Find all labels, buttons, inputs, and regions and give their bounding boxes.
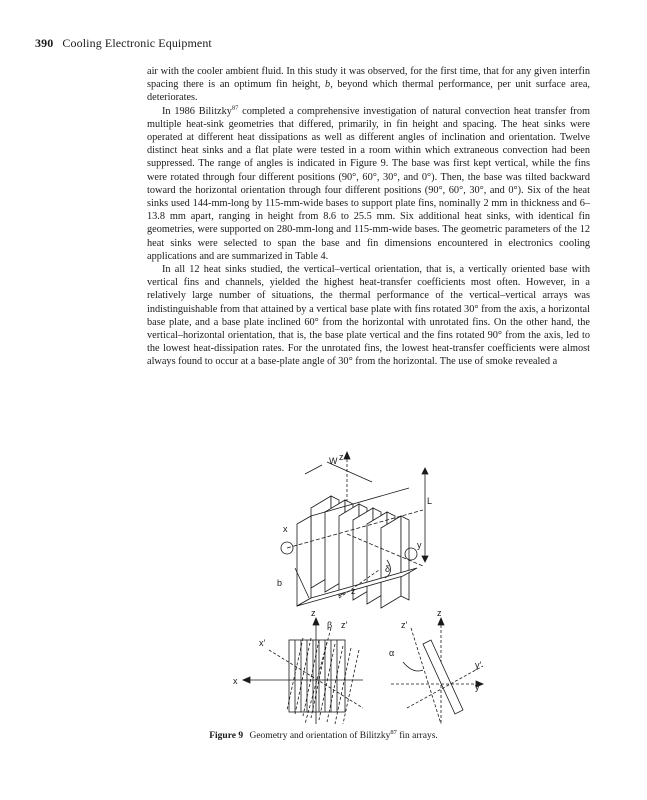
label-y-prime: y′ — [475, 660, 482, 670]
label-z-top: z — [339, 452, 344, 462]
label-side-z-prime: z′ — [401, 620, 408, 630]
paragraph-text: b — [325, 79, 331, 91]
z-axis-arrowhead — [344, 452, 350, 459]
alpha-arc — [403, 662, 423, 671]
fin-plates — [311, 496, 409, 608]
w-dimension-line-left — [305, 465, 322, 474]
label-y: y — [417, 540, 422, 550]
side-tilted-plate — [423, 640, 463, 714]
base-plate-front — [297, 516, 311, 606]
figure-9 — [227, 448, 507, 726]
reference-superscript: 87 — [231, 104, 239, 112]
label-front-z-prime: z′ — [341, 620, 348, 630]
label-beta: β — [327, 620, 333, 630]
paragraph-text: , beyond which thermal performance, per unit surface area, deteriorates. — [147, 79, 590, 104]
label-side-z: z — [437, 608, 442, 618]
label-delta: δ — [385, 564, 391, 574]
running-header — [35, 36, 212, 51]
side-view — [391, 618, 483, 724]
page-number: 390 — [35, 36, 54, 50]
l-arrow-top — [422, 468, 428, 474]
label-x: x — [283, 524, 288, 534]
caption-text-before: Geometry and orientation of Bilitzky — [249, 731, 391, 741]
paragraph-text: completed a comprehensive investigation of natural convection heat transfer from multiple heat-sink geometries that differed, primarily, in fin height and spacing. The heat sinks were operated at different heat dissipations as well as different angles of inclination and orientation. Twelve distinct heat sinks and a flat plate were tested in a room within which extraneous convection had been suppressed. The range of angles is indicated in Figure 9. The base was first kept vertical, while the fins were rotated through four different positions (90°, 60°, 30°, and 0°). Then, the base was tilted backward toward the horizontal orientation through four different positions (90°, 60°, 30°, and 0°). Six of the heat sinks used 144-mm-long by 115-mm-wide bases to support plate fins, nominally 2 mm in thickness and 6–13.8 mm apart, ranging in height from 8.6 to 25.5 mm. Six additional heat sinks, with identical fin geometries, were supported on 280-mm-long and 115-mm-wide bases. The geometric parameters of the 12 heat sinks were selected to span the base and fin dimensions encountered in electronics cooling applications and are summarized in Table 4. — [147, 105, 591, 262]
running-title: Cooling Electronic Equipment — [62, 36, 212, 50]
label-l: L — [427, 496, 433, 506]
body-text — [147, 65, 590, 369]
label-alpha: α — [389, 648, 395, 658]
paragraph — [147, 263, 590, 369]
label-z-tilted: z — [351, 586, 356, 596]
paragraph-text: In all 12 heat sinks studied, the vertical–vertical orientation, that is, a vertically oriented base with vertical fins and channels, yielded the highest heat-transfer coefficients most often. However, in a relatively large number of situations, the thermal performance of the vertical–vertical arrays was indistinguishable from that attained by a vertical base plate with fins rotated 30° from the axis, a horizontal base plate, and a base plate inclined 60° from the horizontal with unrotated fins. On the other hand, the vertical–horizontal orientation, that is, the base plate vertical and the fins rotated 90° from the axis, led to the lowest heat-dissipation rates. For the unrotated fins, the lowest heat-transfer coefficients were almost always found to occur at a base-plate angle of 30° from the horizontal. The use of smoke revealed a — [147, 264, 590, 368]
caption-text-after: fin arrays. — [396, 731, 438, 741]
paragraph — [147, 65, 590, 105]
fin-array-diagram — [227, 448, 507, 726]
label-x-prime: x′ — [259, 638, 266, 648]
l-arrow-bottom — [422, 556, 428, 562]
paragraph-text: In 1986 Bilitzky — [162, 105, 232, 117]
figure-caption — [0, 728, 647, 741]
label-w: W — [329, 456, 338, 466]
caption-label: Figure 9 — [209, 731, 244, 741]
label-front-z: z — [311, 608, 316, 618]
label-front-x: x — [233, 676, 238, 686]
caption-ref: 87 — [390, 728, 397, 736]
front-view-fins — [243, 618, 363, 724]
label-side-y: y — [475, 682, 480, 692]
paragraph — [147, 105, 590, 263]
label-b: b — [277, 578, 283, 588]
paragraph-text: air with the cooler ambient fluid. In this study it was observed, for the first time, that for any given interfin spacing there is an optimum fin height, — [147, 66, 590, 91]
